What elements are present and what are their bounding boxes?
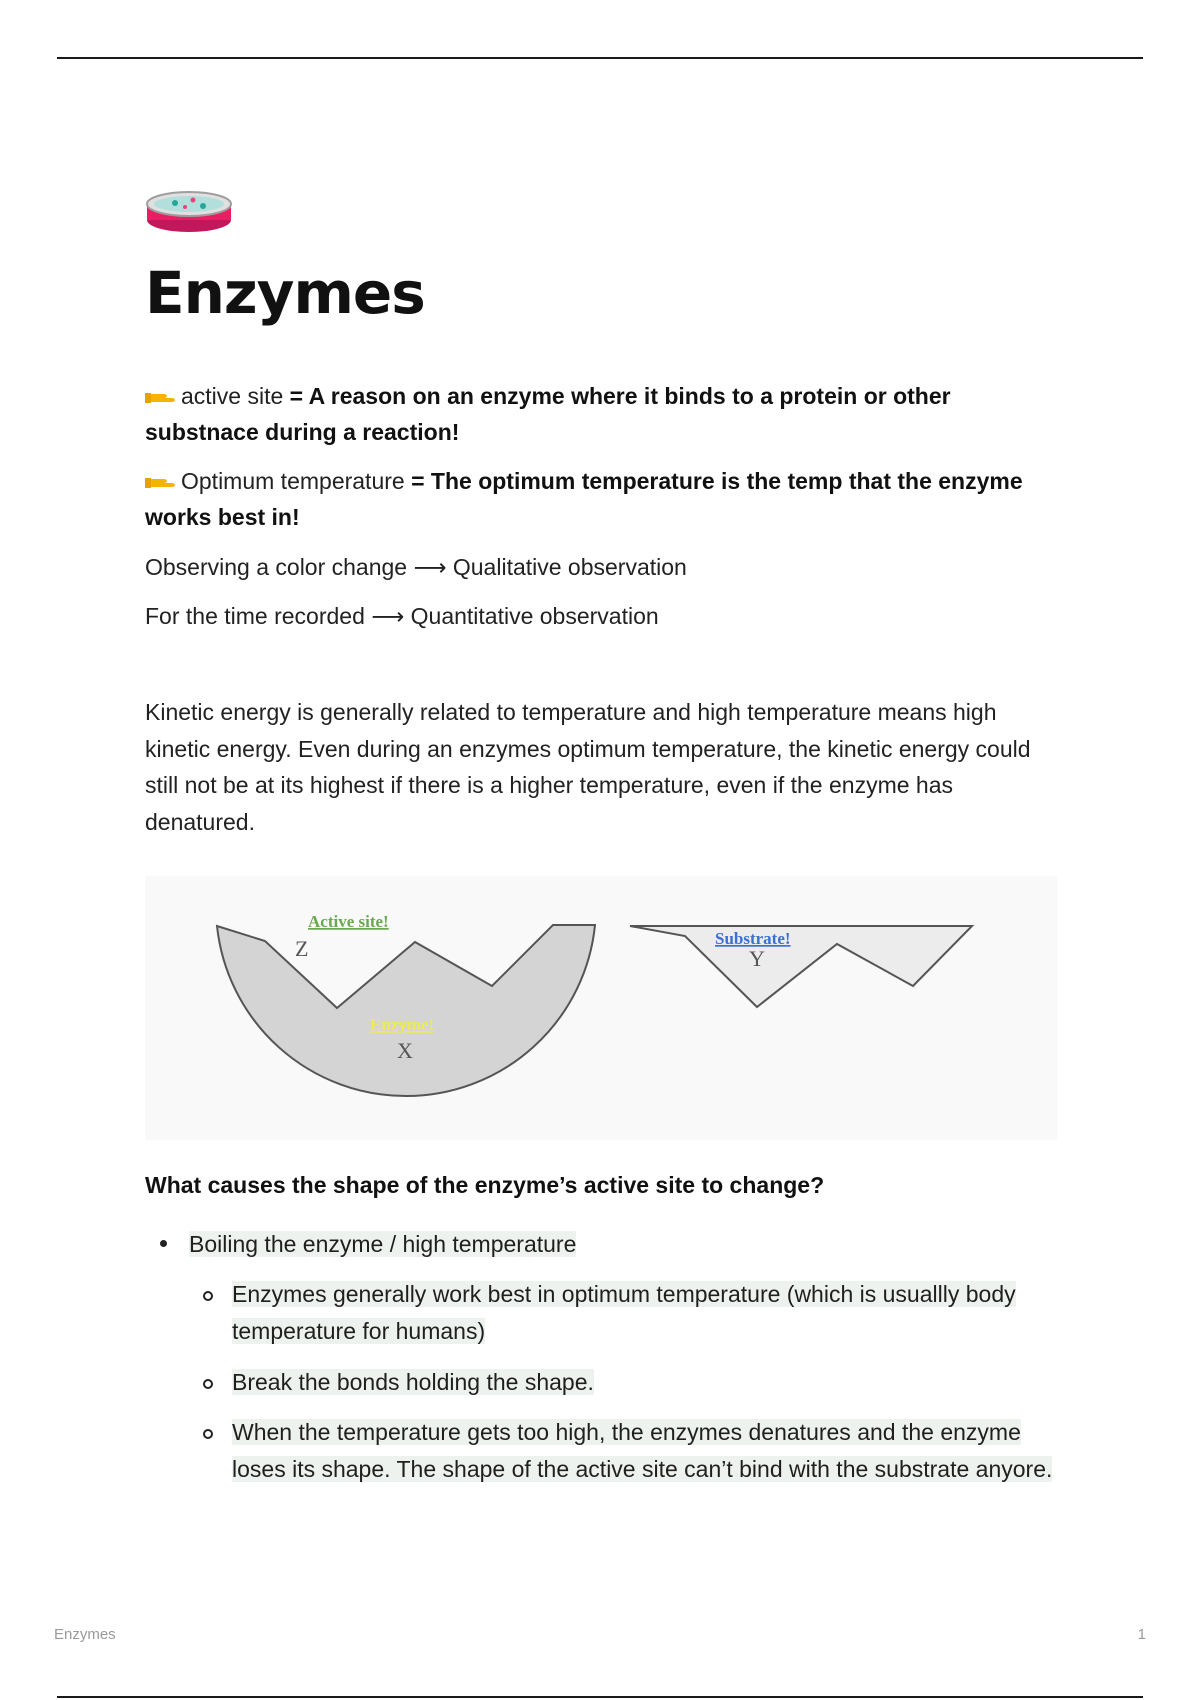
- definition-sep: =: [283, 383, 309, 409]
- sub-bullet-item: [200, 1276, 1060, 1349]
- sub-bullet-text: Break the bonds holding the shape.: [232, 1369, 594, 1395]
- kinetic-energy-paragraph: Kinetic energy is generally related to temperature and high temperature means high kinetic energy. Even during an enzymes optimum temperature, the kinetic energy could still not be at its highest if there is a higher temperature, even if the enzyme has denatured.: [145, 699, 1031, 835]
- enzyme-label: Enzyme!: [370, 1015, 435, 1034]
- sub-bullet-text: When the temperature gets too high, the enzymes denatures and the enzyme loses its shape. The shape of the active site can’t bind with the substrate anyore.: [232, 1419, 1053, 1482]
- sub-bullet-ring: [203, 1429, 213, 1439]
- definition-term: Optimum temperature: [181, 468, 405, 494]
- footer-doc-name: Enzymes: [54, 1626, 116, 1643]
- substrate-label: Substrate!: [715, 929, 791, 948]
- bullet-dot: [160, 1240, 167, 1247]
- page-title: Enzymes: [145, 259, 425, 327]
- definition-optimum-temperature: [145, 463, 1065, 535]
- observation-left: Observing a color change: [145, 554, 408, 580]
- bottom-rule: [57, 1696, 1143, 1698]
- pointing-hand-icon: [145, 386, 177, 406]
- definition-sep: =: [404, 468, 431, 494]
- bullet-item: [160, 1226, 576, 1262]
- sub-bullet-item: [200, 1414, 1060, 1487]
- observation-right: Qualitative observation: [452, 554, 687, 580]
- arrow-right-icon: ⟶: [413, 555, 447, 581]
- footer-page-number: 1: [1137, 1626, 1146, 1643]
- observation-quantitative: [145, 598, 1065, 635]
- y-letter: Y: [749, 946, 765, 971]
- definition-term: active site: [181, 383, 284, 409]
- active-site-label: Active site!: [308, 912, 389, 931]
- sub-bullet-ring: [203, 1379, 213, 1389]
- observation-qualitative: [145, 549, 1065, 586]
- z-letter: Z: [295, 936, 309, 961]
- petri-dish-icon: [145, 186, 233, 234]
- bullet-text: Boiling the enzyme / high temperature: [189, 1231, 577, 1257]
- sub-bullet-text: Enzymes generally work best in optimum temperature (which is usuallly body temperature for humans): [232, 1281, 1016, 1344]
- sub-bullet-ring: [203, 1291, 213, 1301]
- observation-left: For the time recorded: [145, 603, 365, 629]
- enzyme-substrate-diagram: [145, 876, 1057, 1140]
- question-heading: What causes the shape of the enzyme’s active site to change?: [145, 1172, 825, 1198]
- sub-bullet-item: [200, 1364, 1060, 1401]
- x-letter: X: [397, 1038, 413, 1063]
- observation-right: Quantitative observation: [410, 603, 659, 629]
- definition-active-site: [145, 378, 1065, 450]
- definition-text: A reason on an enzyme where it binds to a protein or other substnace during a reaction!: [145, 383, 951, 445]
- pointing-hand-icon: [145, 471, 177, 491]
- definition-text: The optimum temperature is the temp that the enzyme works best in!: [145, 468, 1023, 530]
- arrow-right-icon: ⟶: [371, 604, 405, 630]
- top-rule: [57, 57, 1143, 59]
